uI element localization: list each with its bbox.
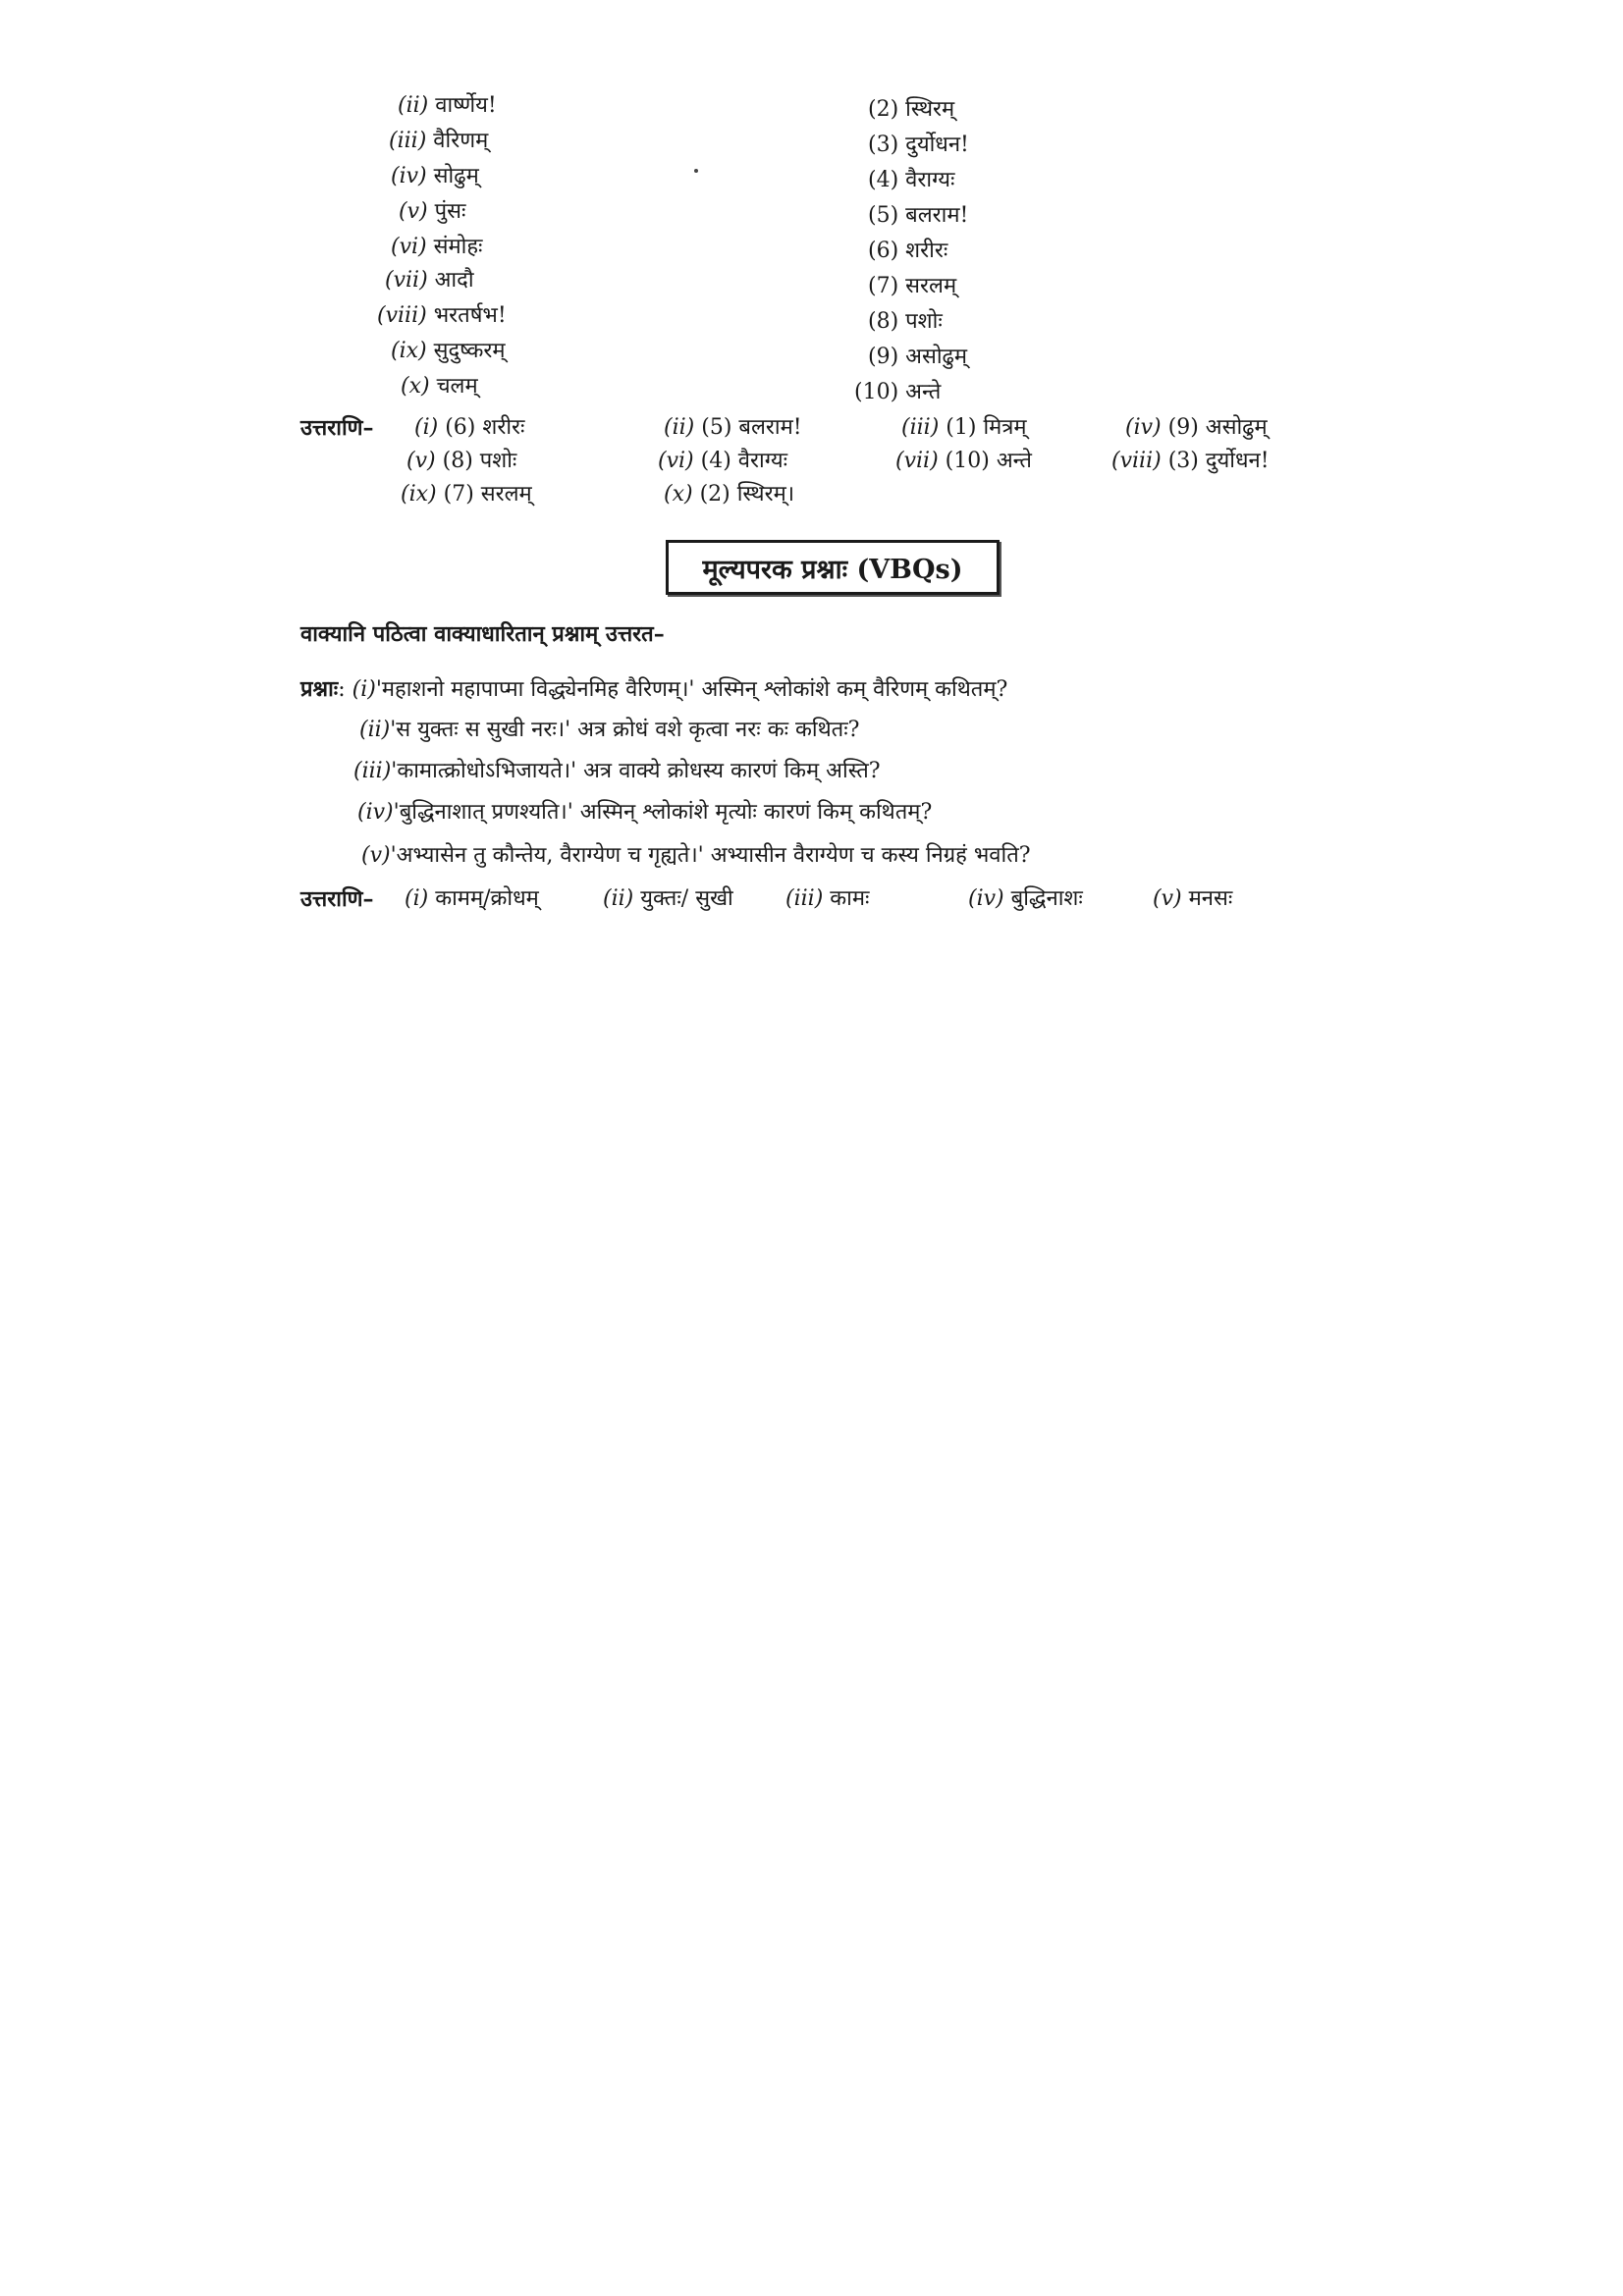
question-item: (iii)'कामात्क्रोधोऽभिजायते।' अत्र वाक्ये क्रोधस्य कारणं किम् अस्ति? — [353, 759, 881, 783]
list-item: (8) पशोः — [868, 309, 943, 334]
list-item: (9) असोढुम् — [868, 345, 968, 369]
stray-dot — [694, 169, 698, 173]
list-item: (x) चलम् — [401, 374, 478, 399]
list-item: (v) पुंसः — [399, 199, 466, 224]
list-item: (10) अन्ते — [854, 380, 942, 404]
question-item: (v)'अभ्यासेन तु कौन्तेय, वैराग्येण च गृह्यते।' अभ्यासीन वैराग्येण च कस्य निग्रहं भवति? — [361, 843, 1031, 868]
answer-item: (iv) (9) असोढुम् — [1125, 415, 1268, 440]
instruction-text: वाक्यानि पठित्वा वाक्याधारितान् प्रश्नाम् उत्तरत– — [300, 621, 665, 647]
answer-item: (iii) (1) मित्रम् — [901, 415, 1027, 440]
answer-item: (vii) (10) अन्ते — [895, 449, 1032, 473]
vbq-answers-label: उत्तराणि– — [300, 886, 374, 912]
answer-item: (viii) (3) दुर्योधन! — [1111, 449, 1270, 473]
answer-item: (i) (6) शरीरः — [414, 415, 525, 440]
list-item: (2) स्थिरम् — [868, 97, 955, 122]
answer-item: (i) कामम्/क्रोधम् — [405, 886, 539, 911]
answer-item: (x) (2) स्थिरम्। — [664, 482, 795, 507]
list-item: (vi) संमोहः — [391, 235, 483, 259]
answer-item: (iii) कामः — [785, 886, 870, 911]
list-item: (ii) वार्ष्णेय! — [398, 93, 497, 118]
answer-item: (iv) बुद्धिनाशः — [968, 886, 1083, 911]
list-item: (3) दुर्योधन! — [868, 133, 969, 157]
answer-item: (vi) (4) वैराग्यः — [658, 449, 788, 473]
list-item: (4) वैराग्यः — [868, 168, 955, 192]
question-item: (iv)'बुद्धिनाशात् प्रणश्यति।' अस्मिन् श्लोकांशे मृत्योः कारणं किम् कथितम्? — [357, 800, 933, 825]
list-item: (iv) सोढुम् — [391, 164, 479, 188]
list-item: (viii) भरतर्षभ! — [377, 303, 507, 328]
answer-item: (ii) युक्तः/ सुखी — [603, 886, 733, 911]
answer-item: (ii) (5) बलराम! — [664, 415, 802, 440]
list-item: (7) सरलम् — [868, 274, 957, 298]
vbq-section-title: मूल्यपरक प्रश्नाः (VBQs) — [666, 540, 1000, 595]
list-item: (5) बलराम! — [868, 203, 969, 228]
list-item: (vii) आदौ — [385, 268, 474, 293]
answer-item: (v) मनसः — [1153, 886, 1233, 911]
answers-label: उत्तराणि– — [300, 415, 374, 441]
question-item: (ii)'स युक्तः स सुखी नरः।' अत्र क्रोधं वशे कृत्वा नरः कः कथितः? — [359, 718, 860, 742]
list-item: (iii) वैरिणम् — [389, 129, 489, 153]
answer-item: (ix) (7) सरलम् — [401, 482, 532, 507]
answer-item: (v) (8) पशोः — [406, 449, 517, 473]
list-item: (ix) सुदुष्करम् — [391, 339, 506, 363]
list-item: (6) शरीरः — [868, 239, 948, 263]
question-item: प्रश्नाः: (i)'महाशनो महापाप्मा विद्ध्येनमिह वैरिणम्।' अस्मिन् श्लोकांशे कम् वैरिणम् कथितम्? — [300, 676, 1008, 702]
